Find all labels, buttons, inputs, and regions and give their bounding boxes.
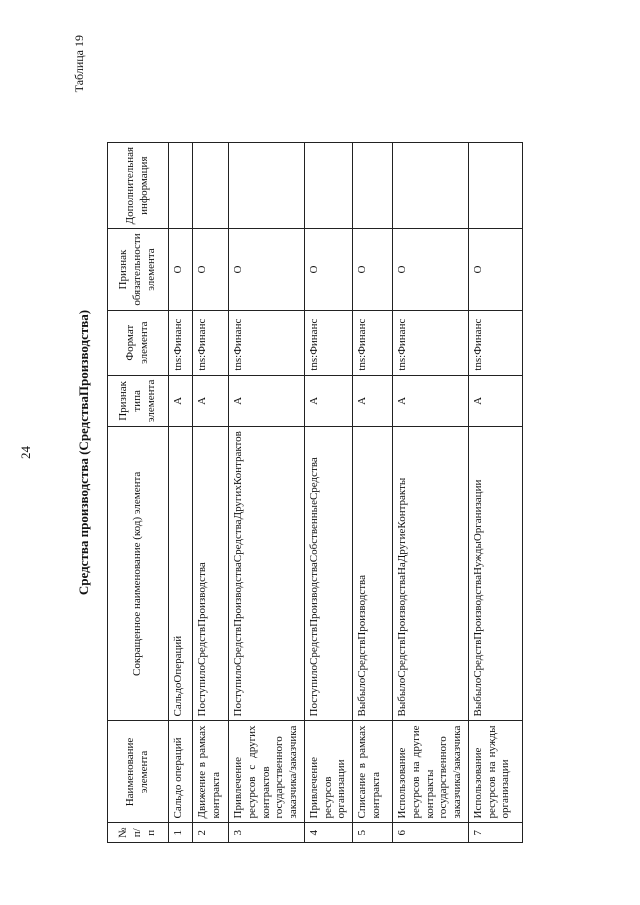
header-name: Наименование элемента (108, 721, 169, 823)
cell-code: ВыбылоСредствПроизводстваНуждыОрганизации (468, 427, 522, 721)
cell-format: tns:Финанс (304, 310, 352, 375)
cell-num: 7 (468, 823, 522, 843)
cell-code: СальдоОпераций (169, 427, 193, 721)
cell-name: Списание в рамках контракта (353, 721, 393, 823)
table-row (353, 142, 393, 842)
header-required: Признак обязательности элемента (108, 229, 169, 310)
cell-name: Привлечение ресурсов с других контрактов государственного заказчика/заказчика (229, 721, 305, 823)
cell-info (193, 142, 229, 229)
cell-required: О (468, 229, 522, 310)
cell-num: 1 (169, 823, 193, 843)
cell-type: А (169, 375, 193, 426)
cell-name: Движение в рамках контракта (193, 721, 229, 823)
cell-num: 6 (393, 823, 469, 843)
cell-code: ПоступилоСредствПроизводства (193, 427, 229, 721)
cell-required: О (353, 229, 393, 310)
cell-type: А (304, 375, 352, 426)
cell-name: Использование ресурсов на другие контракты государственного заказчика/заказчика (393, 721, 469, 823)
table-row (393, 142, 469, 842)
cell-num: 3 (229, 823, 305, 843)
cell-info (304, 142, 352, 229)
table-row (229, 142, 305, 842)
cell-required: О (169, 229, 193, 310)
cell-format: tns:Финанс (353, 310, 393, 375)
header-info: Дополнительная информация (108, 142, 169, 229)
header-format: Формат элемента (108, 310, 169, 375)
cell-info (393, 142, 469, 229)
cell-format: tns:Финанс (193, 310, 229, 375)
header-type: Признак типа элемента (108, 375, 169, 426)
table-row (468, 142, 522, 842)
cell-type: А (193, 375, 229, 426)
cell-info (353, 142, 393, 229)
table-title: Средства производства (СредстваПроизводства) (76, 309, 91, 596)
cell-code: ПоступилоСредствПроизводстваСобственныеСредства (304, 427, 352, 721)
cell-name: Привлечение ресурсов организации (304, 721, 352, 823)
table-label: Таблица 19 (72, 35, 86, 93)
cell-format: tns:Финанс (169, 310, 193, 375)
table-row (304, 142, 352, 842)
header-code: Сокращенное наименование (код) элемента (108, 427, 169, 721)
page-number: 24 (18, 446, 33, 459)
cell-format: tns:Финанс (468, 310, 522, 375)
cell-type: А (353, 375, 393, 426)
cell-info (468, 142, 522, 229)
table-header-row (108, 142, 169, 842)
cell-required: О (304, 229, 352, 310)
cell-type: А (468, 375, 522, 426)
cell-num: 2 (193, 823, 229, 843)
cell-required: О (229, 229, 305, 310)
cell-format: tns:Финанс (229, 310, 305, 375)
cell-info (229, 142, 305, 229)
cell-num: 4 (304, 823, 352, 843)
cell-code: ВыбылоСредствПроизводстваНаДругиеКонтракты (393, 427, 469, 721)
cell-required: О (193, 229, 229, 310)
table-row (169, 142, 193, 842)
header-num: № п/п (108, 823, 169, 843)
cell-code: ВыбылоСредствПроизводства (353, 427, 393, 721)
cell-type: А (393, 375, 469, 426)
cell-name: Использование ресурсов на нужды организации (468, 721, 522, 823)
cell-num: 5 (353, 823, 393, 843)
elements-table (107, 142, 523, 843)
cell-code: ПоступилоСредствПроизводстваСредстваДругихКонтрактов (229, 427, 305, 721)
cell-name: Сальдо операций (169, 721, 193, 823)
cell-type: А (229, 375, 305, 426)
cell-required: О (393, 229, 469, 310)
table-row (193, 142, 229, 842)
cell-format: tns:Финанс (393, 310, 469, 375)
cell-info (169, 142, 193, 229)
